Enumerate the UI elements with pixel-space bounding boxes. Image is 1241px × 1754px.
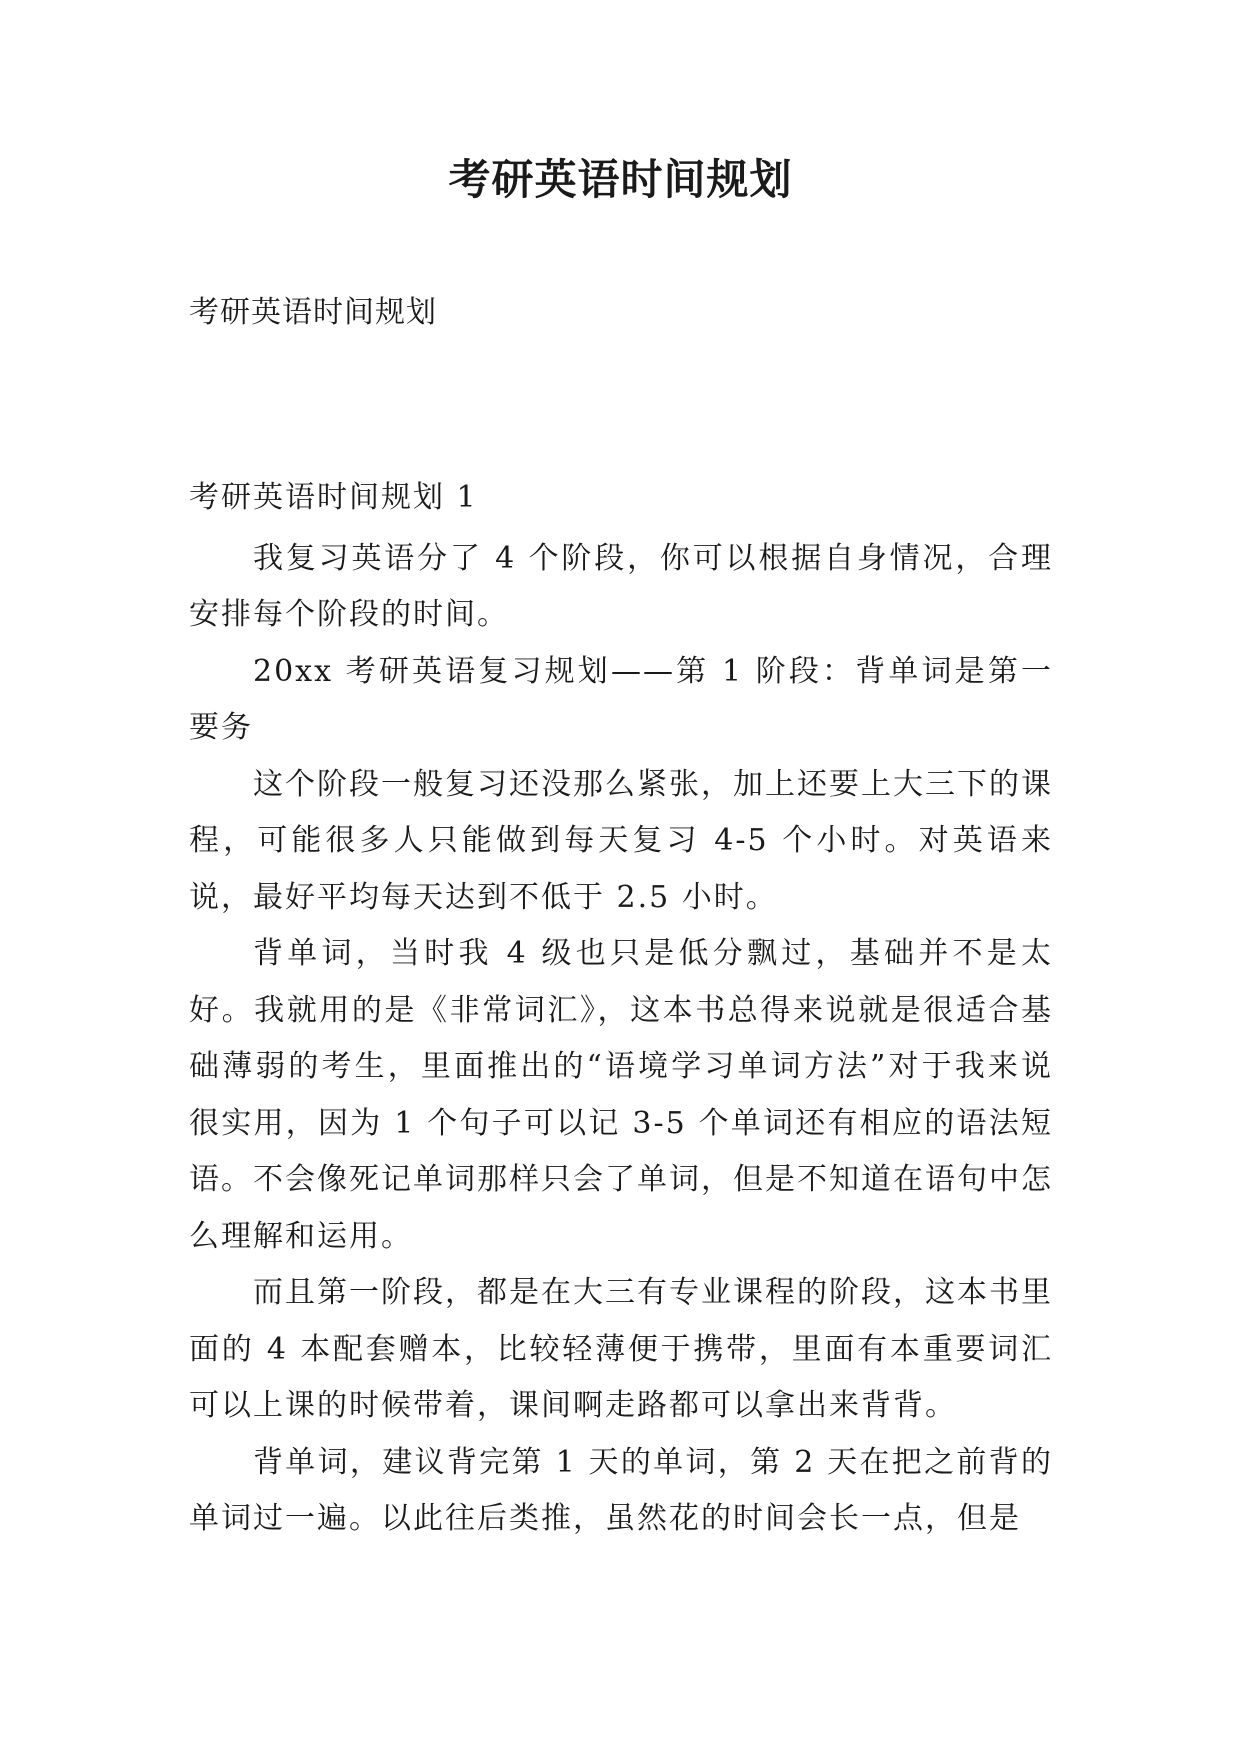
paragraph-companion-books: 而且第一阶段，都是在大三有专业课程的阶段，这本书里面的 4 本配套赠本，比较轻薄便于携带，里面有本重要词汇可以上课的时候带着，课间啊走路都可以拿出来背背。: [189, 1275, 1053, 1423]
paragraph-intro: 我复习英语分了 4 个阶段，你可以根据自身情况，合理安排每个阶段的时间。: [189, 540, 1053, 632]
paragraph-stage-heading: 20xx 考研英语复习规划——第 1 阶段：背单词是第一要务: [189, 653, 1053, 745]
section-heading: 考研英语时间规划 1: [189, 480, 478, 515]
paragraph-vocabulary-book: 背单词，当时我 4 级也只是低分飘过，基础并不是太好。我就用的是《非常词汇》，这本书总得来说就是很适合基础薄弱的考生，里面推出的“语境学习单词方法”对于我来说很实用，因为 1 个句子可以记 3-5 个单词还有相应的语法短语。不会像死记单词那样只会了单词，但是不知道在语句中怎么理解和运用。: [189, 936, 1053, 1254]
page-title: 考研英语时间规划: [448, 155, 793, 204]
paragraph-review-method: 背单词，建议背完第 1 天的单词，第 2 天在把之前背的单词过一遍。以此往后类推，虽然花的时间会长一点，但是: [189, 1444, 1053, 1536]
document-subtitle: 考研英语时间规划: [189, 295, 437, 330]
paragraph-stage-time: 这个阶段一般复习还没那么紧张，加上还要上大三下的课程，可能很多人只能做到每天复习 4-5 个小时。对英语来说，最好平均每天达到不低于 2.5 小时。: [189, 766, 1053, 915]
document-body: [189, 470, 1053, 1548]
